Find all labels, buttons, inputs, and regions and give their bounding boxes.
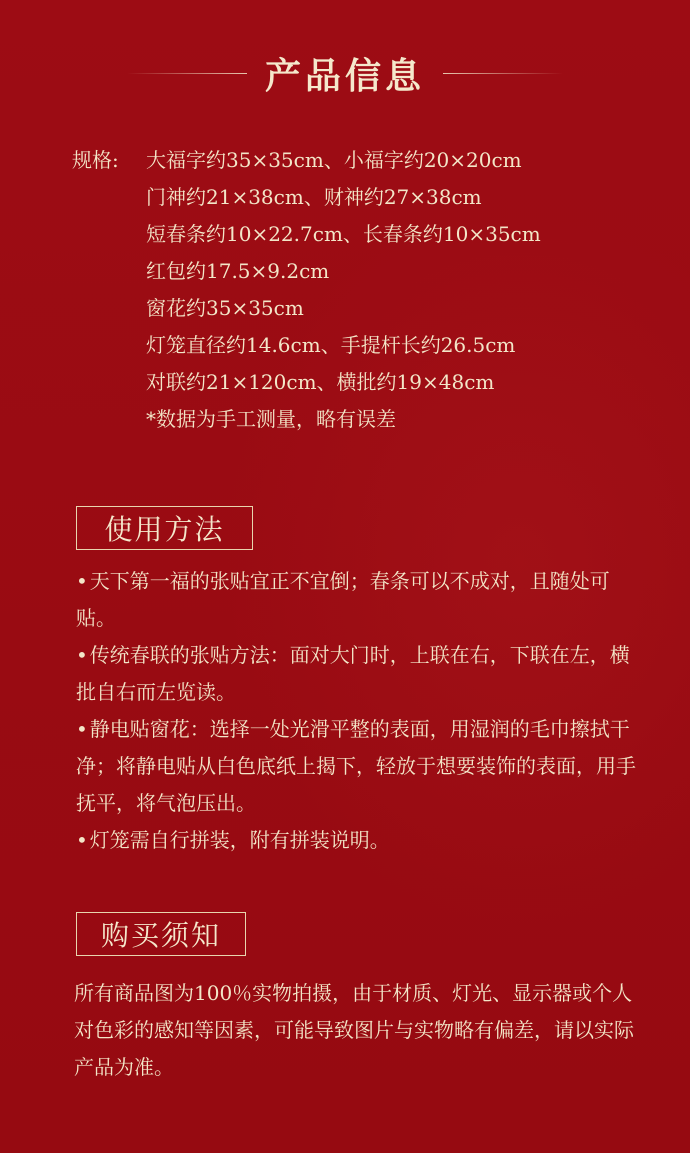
title-divider-left	[127, 73, 247, 74]
page-title: 产品信息	[264, 54, 425, 97]
spec-item: 大福字约35×35cm、小福字约20×20cm	[146, 148, 522, 172]
spec-item: 窗花约35×35cm	[146, 296, 304, 320]
spec-list	[146, 142, 541, 438]
spec-label: 规格:	[72, 148, 119, 172]
header	[0, 48, 690, 98]
spec-item: 红包约17.5×9.2cm	[146, 259, 330, 283]
usage-item	[76, 822, 636, 859]
spec-note: *数据为手工测量，略有误差	[146, 407, 396, 431]
usage-item	[76, 637, 636, 711]
usage-item-text: 天下第一福的张贴宜正不宜倒；春条可以不成对，且随处可贴。	[76, 569, 610, 630]
notice-section	[74, 975, 644, 1086]
spec-item: 灯笼直径约14.6cm、手提杆长约26.5cm	[146, 333, 516, 357]
notice-text: 所有商品图为100％实物拍摄，由于材质、灯光、显示器或个人对色彩的感知等因素，可能导致图片与实物略有偏差，请以实际产品为准。	[74, 981, 634, 1079]
usage-item-text: 传统春联的张贴方法：面对大门时，上联在右，下联在左，横批自右而左览读。	[76, 643, 630, 704]
notice-heading: 购买须知	[76, 912, 246, 956]
bullet-icon: •	[76, 569, 88, 593]
spec-item: 对联约21×120cm、横批约19×48cm	[146, 370, 495, 394]
usage-section	[76, 563, 636, 859]
spec-item: 门神约21×38cm、财神约27×38cm	[146, 185, 482, 209]
bullet-icon: •	[76, 643, 88, 667]
usage-item-text: 灯笼需自行拼装，附有拼装说明。	[89, 828, 390, 852]
usage-item-text: 静电贴窗花：选择一处光滑平整的表面，用湿润的毛巾擦拭干净；将静电贴从白色底纸上揭下，轻放于想要装饰的表面，用手抚平，将气泡压出。	[76, 717, 636, 815]
usage-item	[76, 563, 636, 637]
bullet-icon: •	[76, 828, 88, 852]
usage-item	[76, 711, 636, 822]
bullet-icon: •	[76, 717, 88, 741]
usage-heading: 使用方法	[76, 506, 253, 550]
title-divider-right	[443, 73, 563, 74]
spec-item: 短春条约10×22.7cm、长春条约10×35cm	[146, 222, 541, 246]
